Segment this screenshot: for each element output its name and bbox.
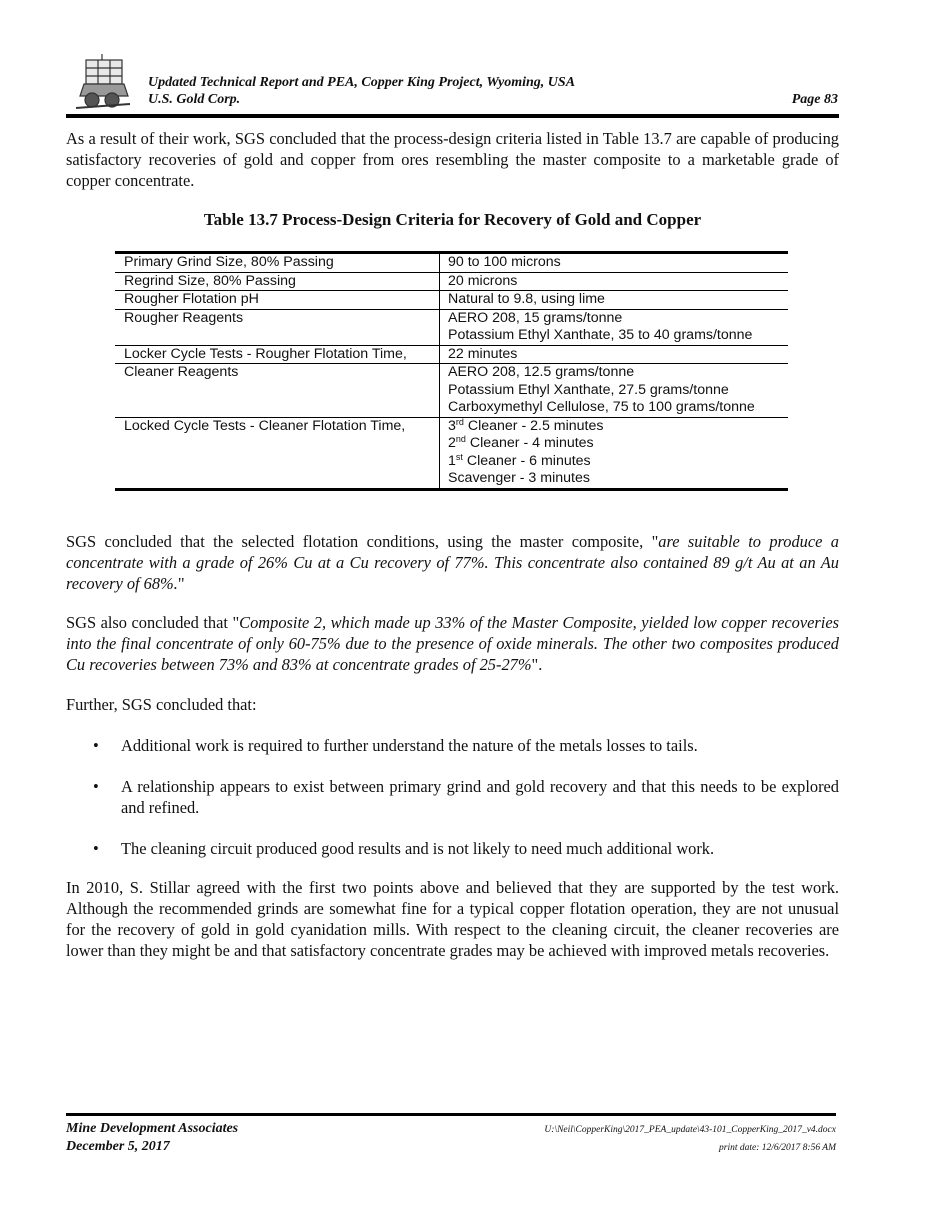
table-row — [115, 272, 788, 291]
value-text: Scavenger - 3 minutes — [448, 470, 590, 486]
bullet-icon: • — [93, 777, 99, 796]
value-line: 20 microns — [448, 272, 518, 289]
value-line: AERO 208, 12.5 grams/tonne — [448, 364, 635, 380]
ordinal-suffix: rd — [455, 416, 464, 427]
para-lead: SGS concluded that the selected flotation conditions, using the master composite, " — [66, 532, 659, 551]
criterion-label: Rougher Flotation pH — [115, 291, 440, 310]
intro-paragraph: As a result of their work, SGS concluded that the process-design criteria listed in Table 13.7 are capable of producing satisfactory recoveries of gold and copper from ores resembling the master composite to a marketable grade of copper concentrate. — [66, 129, 839, 190]
bullet-icon: • — [93, 839, 99, 858]
footer-print-date: print date: 12/6/2017 8:56 AM — [719, 1143, 836, 1153]
value-text: Cleaner - 6 minutes — [462, 452, 591, 469]
bullet-text: A relationship appears to exist between primary grind and gold recovery and that this needs to be explored and refined. — [121, 777, 839, 817]
header-rule — [66, 114, 839, 118]
bullet-text: Additional work is required to further understand the nature of the metals losses to tails. — [121, 736, 698, 755]
bullet-icon: • — [93, 736, 99, 755]
page-number: Page 83 — [791, 92, 838, 107]
table-caption: Table 13.7 Process-Design Criteria for Recovery of Gold and Copper — [203, 210, 702, 229]
value-line — [448, 435, 788, 453]
criterion-value — [440, 253, 789, 273]
footer-date: December 5, 2017 — [66, 1139, 170, 1154]
table-row — [115, 417, 788, 489]
para-tail: " — [177, 574, 185, 593]
criterion-label: Locker Cycle Tests - Rougher Flotation Time, — [115, 345, 440, 364]
criterion-value — [440, 364, 789, 418]
value-line: Potassium Ethyl Xanthate, 35 to 40 grams/tonne — [448, 327, 753, 343]
value-line: Carboxymethyl Cellulose, 75 to 100 grams/tonne — [448, 399, 755, 415]
footer-rule — [66, 1113, 836, 1116]
process-design-criteria-table — [115, 251, 788, 491]
criterion-label: Regrind Size, 80% Passing — [115, 272, 440, 291]
value-line: 22 minutes — [448, 345, 518, 362]
mine-equipment-logo-icon — [72, 54, 134, 112]
conclusion-bullet-list — [66, 735, 839, 879]
bullet-item — [66, 735, 839, 756]
criterion-label: Primary Grind Size, 80% Passing — [115, 253, 440, 273]
criterion-value — [440, 345, 789, 364]
value-text: Cleaner - 4 minutes — [465, 435, 594, 451]
value-line: Potassium Ethyl Xanthate, 27.5 grams/tonne — [448, 381, 729, 398]
ordinal-number: 3 — [448, 417, 456, 434]
criterion-label: Locked Cycle Tests - Cleaner Flotation Time, — [115, 417, 440, 489]
value-line — [448, 470, 788, 488]
criterion-label: Cleaner Reagents — [115, 364, 440, 418]
page-header — [66, 52, 838, 116]
company-name: U.S. Gold Corp. — [148, 92, 241, 107]
criterion-label: Rougher Reagents — [115, 309, 440, 345]
ordinal-number: 1 — [448, 452, 456, 469]
footer-organization: Mine Development Associates — [66, 1121, 239, 1136]
bullet-text: The cleaning circuit produced good results and is not likely to need much additional work. — [121, 839, 715, 858]
table-row — [115, 345, 788, 364]
para-tail: ". — [531, 655, 543, 674]
criterion-value — [440, 272, 789, 291]
stillar-paragraph: In 2010, S. Stillar agreed with the first two points above and believed that they are supported by the test work. Although the recommended grinds are somewhat fine for a typical copper flotation operation, they are not unusual for the recovery of gold in gold cyanidation mills. With respect to the cleaning circuit, the cleaner recoveries are lower than they might be and that satisfactory concentrate grades may be achieved with improved metals recoveries. — [66, 878, 839, 960]
ordinal-suffix: nd — [455, 434, 466, 444]
footer-file-path: U:\Neil\CopperKing\2017_PEA_update\43-101_CopperKing_2017_v4.docx — [544, 1125, 836, 1135]
value-line — [448, 453, 788, 471]
further-paragraph: Further, SGS concluded that: — [66, 695, 257, 714]
ordinal-suffix: st — [455, 451, 463, 462]
value-line: Natural to 9.8, using lime — [448, 291, 605, 307]
quoted-text: Composite 2, which made up 33% of the Master Composite, yielded low copper recoveries into the final concentrate of only 60-75% due to the presence of oxide minerals. The other two composites produced Cu recoveries between 73% and 83% at concentrate grades of 25-27% — [66, 613, 839, 674]
composite-paragraph — [66, 612, 839, 675]
report-title: Updated Technical Report and PEA, Copper King Project, Wyoming, USA — [148, 75, 576, 90]
table-row — [115, 309, 788, 345]
criterion-value — [440, 417, 789, 489]
para-lead: SGS also concluded that " — [66, 613, 240, 632]
value-text: Cleaner - 2.5 minutes — [463, 417, 604, 434]
criterion-value — [440, 309, 789, 345]
value-line: AERO 208, 15 grams/tonne — [448, 309, 623, 326]
bullet-item — [66, 838, 839, 859]
value-line — [448, 418, 788, 436]
criterion-value — [440, 291, 789, 310]
ordinal-number: 2 — [448, 435, 456, 451]
table-row — [115, 253, 788, 273]
table-row — [115, 364, 788, 418]
table-row — [115, 291, 788, 310]
quoted-text: are suitable to produce a concentrate with a grade of 26% Cu at a Cu recovery of 77%. This concentrate also contained 89 g/t Au at an Au recovery of 68%. — [66, 532, 839, 593]
value-line: 90 to 100 microns — [448, 254, 561, 270]
sgs-conclusion-paragraph — [66, 531, 839, 594]
bullet-item — [66, 776, 839, 818]
